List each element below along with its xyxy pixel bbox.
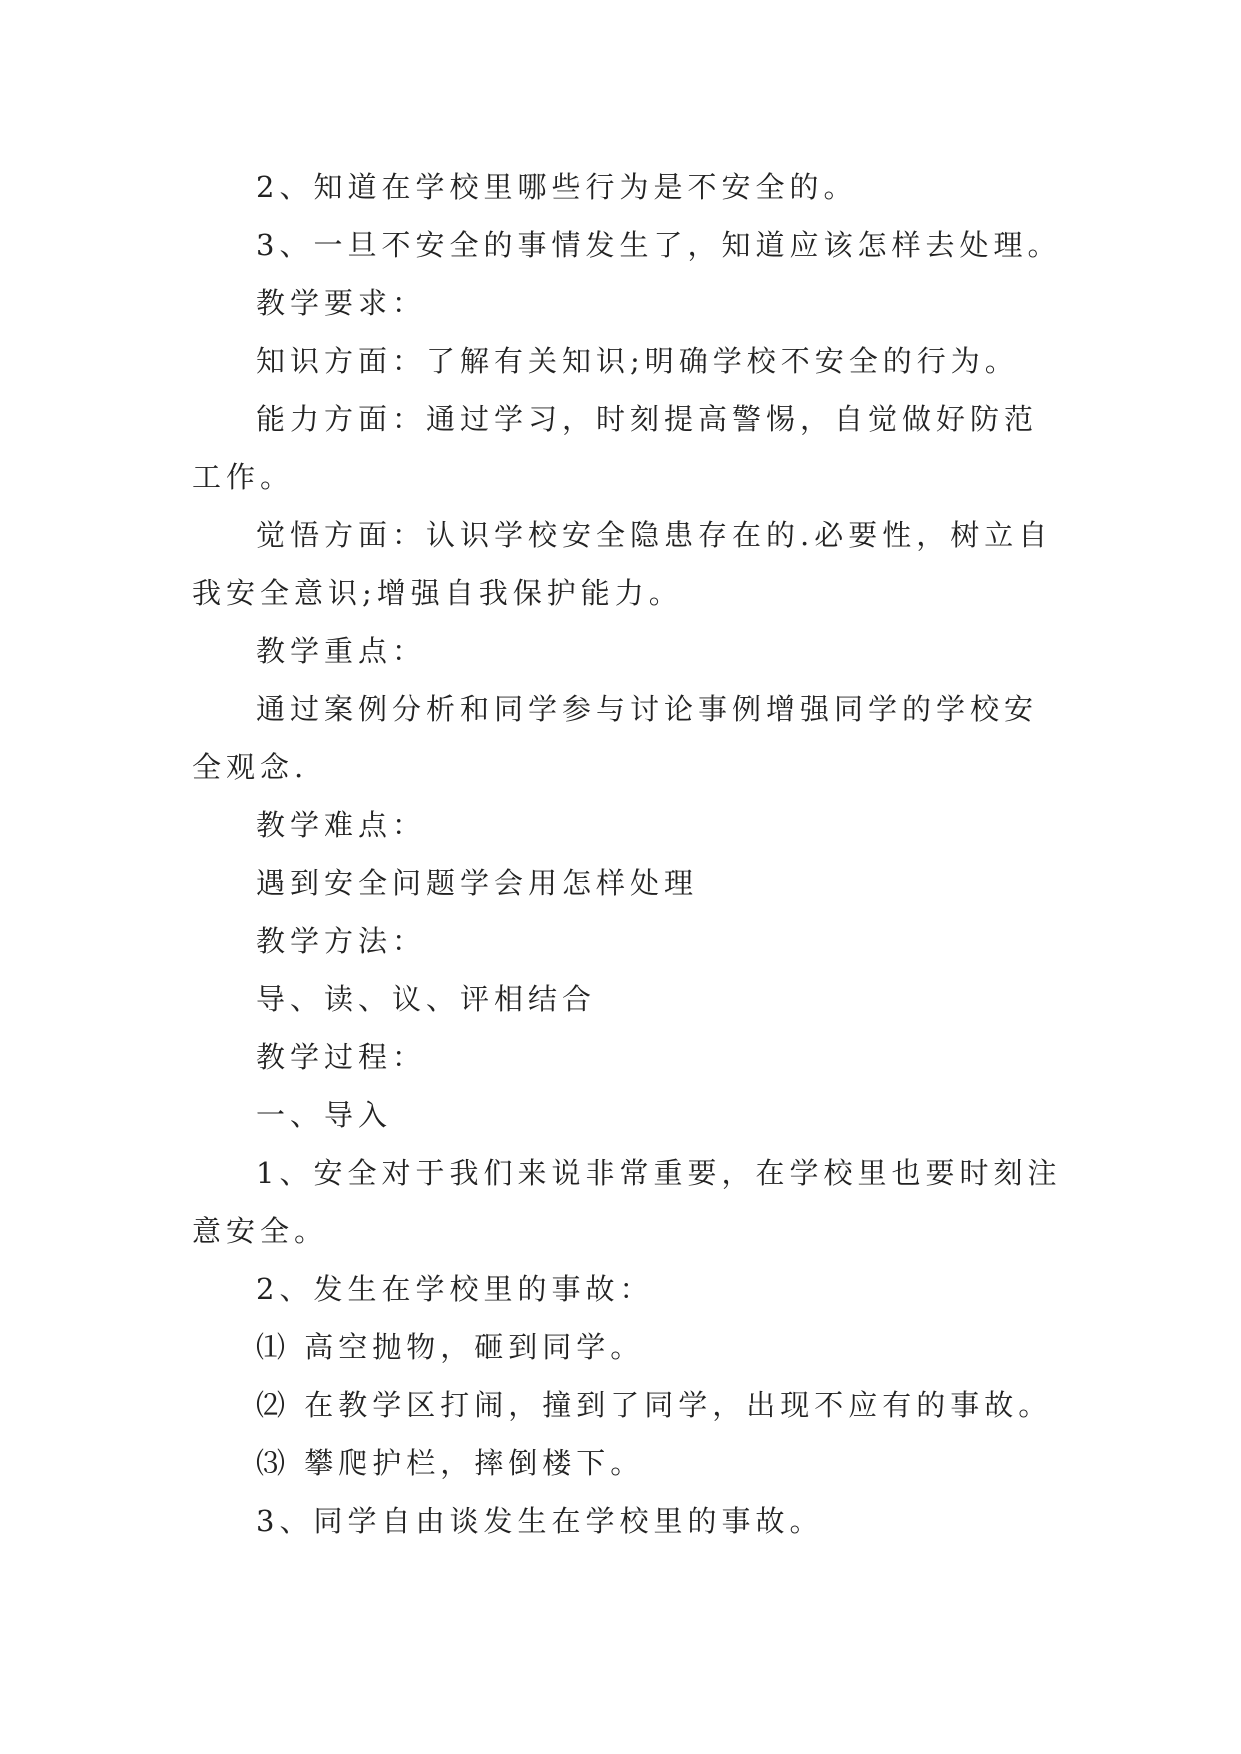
heading-process: 教学过程： <box>256 1040 427 1074</box>
paragraph-objective-3: 3、一旦不安全的事情发生了，知道应该怎样去处理。 <box>256 228 1062 262</box>
list-item-accident-3: ⑶ 攀爬护栏，摔倒楼下。 <box>256 1446 645 1480</box>
heading-methods: 教学方法： <box>256 924 427 958</box>
heading-teaching-requirements: 教学要求： <box>256 286 427 320</box>
paragraph-key-points: 通过案例分析和同学参与讨论事例增强同学的学校安全观念. <box>192 692 1039 784</box>
heading-introduction: 一、导入 <box>256 1098 393 1132</box>
paragraph-intro-1: 1、安全对于我们来说非常重要，在学校里也要时刻注意安全。 <box>192 1156 1062 1248</box>
paragraph-intro-3: 3、同学自由谈发生在学校里的事故。 <box>256 1504 824 1538</box>
paragraph-difficulties: 遇到安全问题学会用怎样处理 <box>256 866 699 900</box>
list-item-accident-1: ⑴ 高空抛物，砸到同学。 <box>256 1330 645 1364</box>
document-body <box>192 158 1062 1550</box>
list-item-accident-2: ⑵ 在教学区打闹，撞到了同学，出现不应有的事故。 <box>256 1388 1053 1422</box>
paragraph-awareness: 觉悟方面：认识学校安全隐患存在的.必要性，树立自我安全意识;增强自我保护能力。 <box>192 518 1053 610</box>
heading-key-points: 教学重点： <box>256 634 427 668</box>
paragraph-objective-2: 2、知道在学校里哪些行为是不安全的。 <box>256 170 858 204</box>
paragraph-knowledge: 知识方面：了解有关知识;明确学校不安全的行为。 <box>256 344 1019 378</box>
heading-difficulties: 教学难点： <box>256 808 427 842</box>
paragraph-methods: 导、读、议、评相结合 <box>256 982 597 1016</box>
paragraph-intro-2: 2、发生在学校里的事故： <box>256 1272 654 1306</box>
paragraph-ability: 能力方面：通过学习，时刻提高警惕，自觉做好防范工作。 <box>192 402 1039 494</box>
